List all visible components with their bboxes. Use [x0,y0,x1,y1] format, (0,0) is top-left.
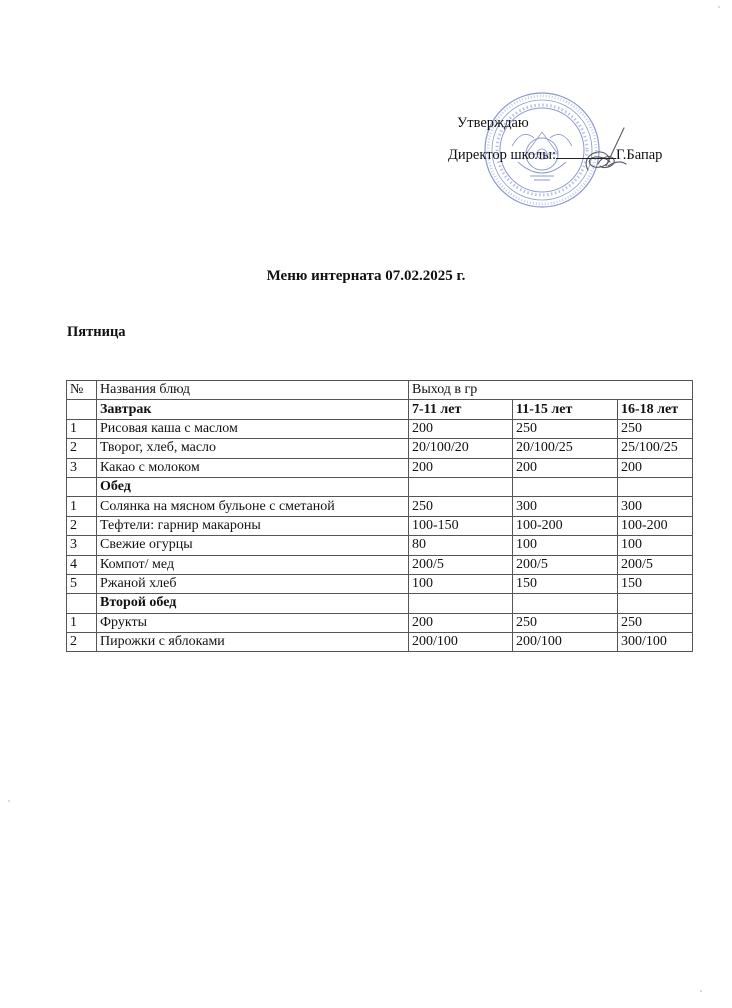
portion-7-11: 200 [409,458,513,477]
row-number: 1 [67,613,97,632]
dish-name: Свежие огурцы [97,536,409,555]
menu-table [66,380,693,652]
portion-7-11: 80 [409,536,513,555]
scan-speck [700,990,702,992]
row-number: 1 [67,419,97,438]
section-row-lunch [67,477,693,496]
director-line [448,148,662,163]
portion-16-18: 25/100/25 [618,439,693,458]
director-name: Г.Бапар [616,147,663,163]
scan-speck [718,6,720,8]
table-row [67,516,693,535]
portion-16-18: 200 [618,458,693,477]
portion-7-11: 200 [409,419,513,438]
header-dish-name: Названия блюд [97,381,409,400]
portion-7-11: 100-150 [409,516,513,535]
table-row [67,633,693,652]
portion-16-18: 250 [618,613,693,632]
section-title: Второй обед [97,594,409,613]
portion-16-18: 100 [618,536,693,555]
portion-16-18: 250 [618,419,693,438]
row-number: 4 [67,555,97,574]
section-title: Обед [97,477,409,496]
portion-11-15: 100-200 [513,516,618,535]
portion-16-18: 300 [618,497,693,516]
row-number: 1 [67,497,97,516]
portion-7-11: 200/100 [409,633,513,652]
row-number: 2 [67,516,97,535]
row-number: 2 [67,633,97,652]
signature-line [556,148,616,159]
table-row [67,536,693,555]
section-row-breakfast [67,400,693,419]
table-row [67,613,693,632]
section-row-second-lunch [67,594,693,613]
dish-name: Фрукты [97,613,409,632]
portion-16-18: 200/5 [618,555,693,574]
portion-11-15: 300 [513,497,618,516]
dish-name: Рисовая каша с маслом [97,419,409,438]
age-group-2: 11-15 лет [513,400,618,419]
portion-11-15: 100 [513,536,618,555]
table-row [67,458,693,477]
portion-7-11: 200 [409,613,513,632]
row-number: 3 [67,536,97,555]
header-number: № [67,381,97,400]
header-output: Выход в гр [409,381,693,400]
table-row [67,555,693,574]
day-label: Пятница [67,324,126,340]
approve-label: Утверждаю [457,115,529,131]
table-header-row [67,381,693,400]
portion-11-15: 250 [513,613,618,632]
dish-name: Ржаной хлеб [97,574,409,593]
portion-11-15: 250 [513,419,618,438]
dish-name: Тефтели: гарнир макароны [97,516,409,535]
portion-7-11: 250 [409,497,513,516]
table-row [67,439,693,458]
portion-11-15: 200/100 [513,633,618,652]
portion-7-11: 200/5 [409,555,513,574]
portion-7-11: 100 [409,574,513,593]
page-title: Меню интерната 07.02.2025 г. [266,268,466,284]
scan-speck [8,800,10,802]
table-row [67,497,693,516]
dish-name: Творог, хлеб, масло [97,439,409,458]
dish-name: Компот/ мед [97,555,409,574]
age-group-3: 16-18 лет [618,400,693,419]
section-title: Завтрак [97,400,409,419]
portion-11-15: 200 [513,458,618,477]
portion-16-18: 100-200 [618,516,693,535]
row-number: 5 [67,574,97,593]
portion-16-18: 300/100 [618,633,693,652]
portion-7-11: 20/100/20 [409,439,513,458]
portion-16-18: 150 [618,574,693,593]
dish-name: Пирожки с яблоками [97,633,409,652]
row-number: 3 [67,458,97,477]
director-label: Директор школы: [448,147,556,163]
dish-name: Солянка на мясном бульоне с сметаной [97,497,409,516]
row-number: 2 [67,439,97,458]
dish-name: Какао с молоком [97,458,409,477]
table-row [67,574,693,593]
portion-11-15: 150 [513,574,618,593]
table-row [67,419,693,438]
portion-11-15: 200/5 [513,555,618,574]
portion-11-15: 20/100/25 [513,439,618,458]
age-group-1: 7-11 лет [409,400,513,419]
